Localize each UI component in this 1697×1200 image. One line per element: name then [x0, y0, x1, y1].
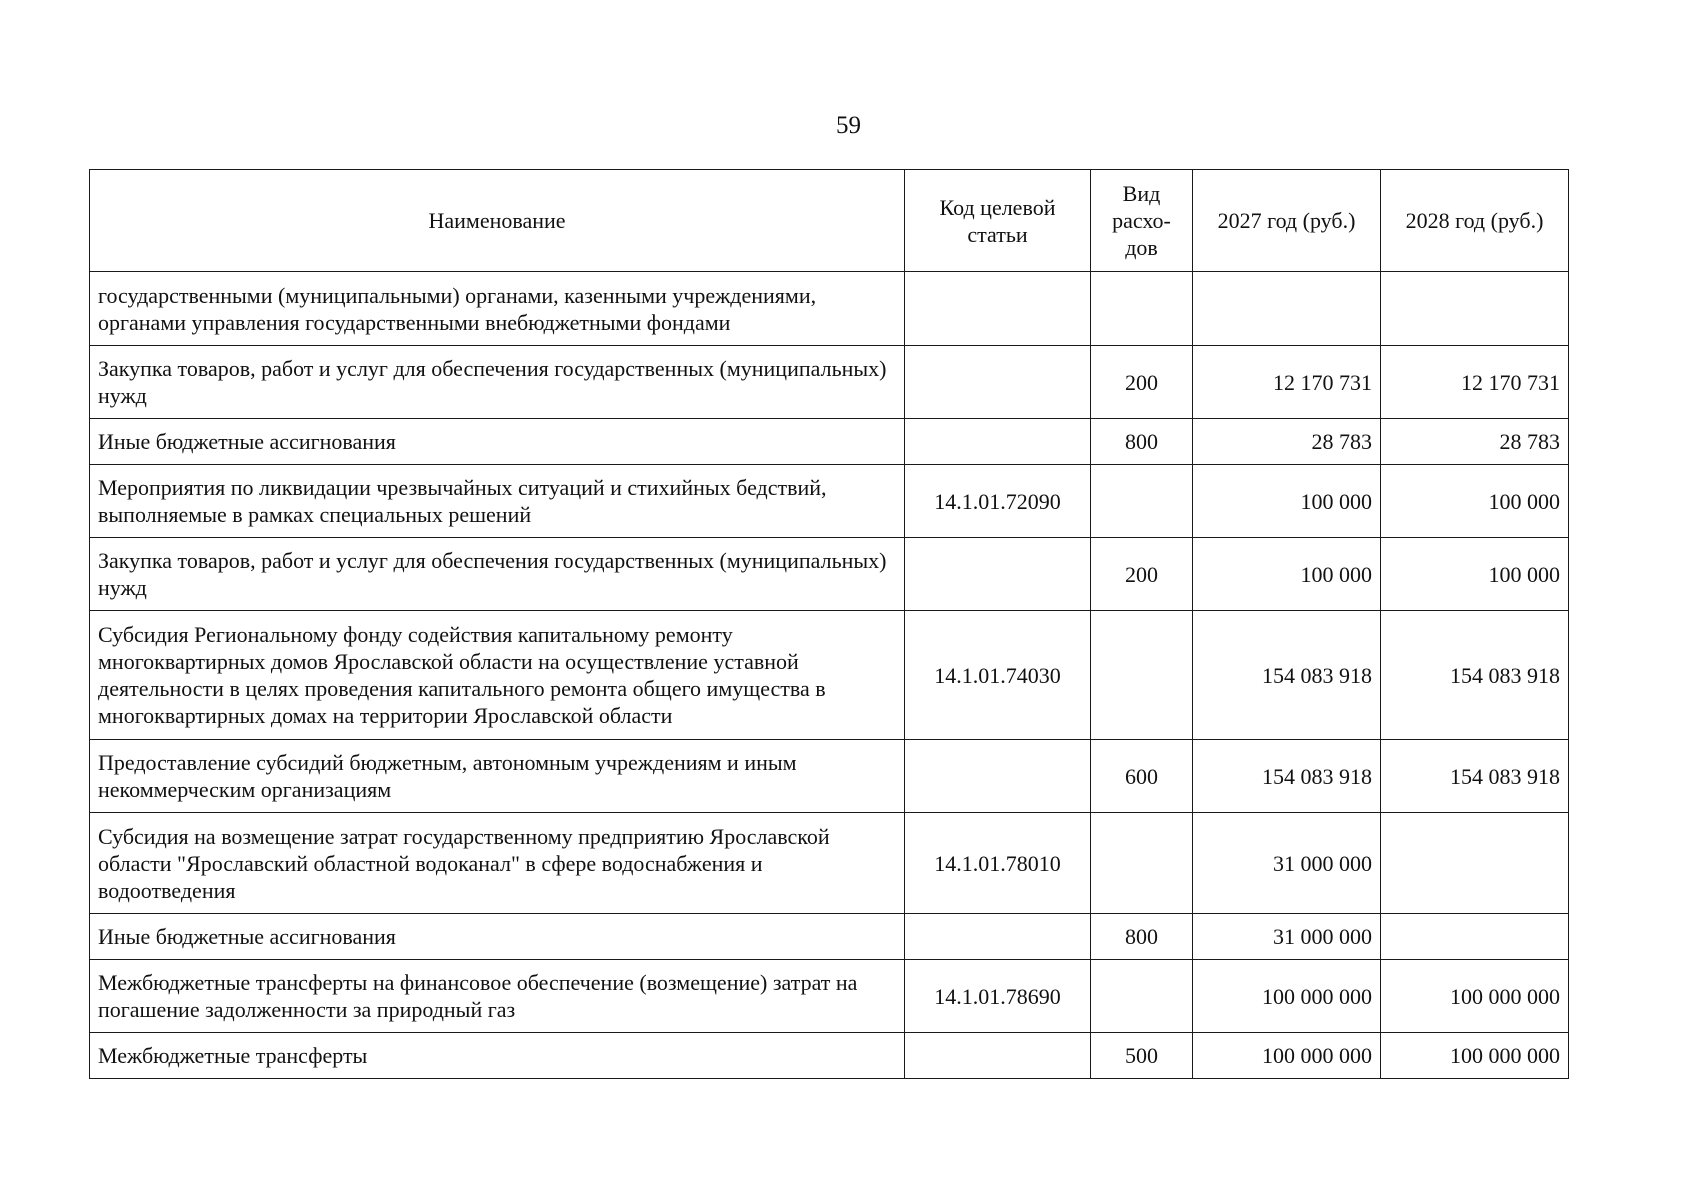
row-kind: 200: [1091, 346, 1193, 419]
row-2028: [1381, 813, 1569, 914]
row-2027: 28 783: [1193, 419, 1381, 465]
row-code: [905, 914, 1091, 960]
row-2028: 100 000: [1381, 538, 1569, 611]
row-kind: 500: [1091, 1033, 1193, 1079]
table-row: [90, 419, 1569, 465]
budget-table: [89, 169, 1569, 1079]
row-2028: 12 170 731: [1381, 346, 1569, 419]
header-kind: Вид расхо-дов: [1091, 170, 1193, 272]
row-kind: [1091, 272, 1193, 346]
header-row: [90, 170, 1569, 272]
table-row: [90, 465, 1569, 538]
row-name: Иные бюджетные ассигнования: [90, 419, 905, 465]
row-kind: 200: [1091, 538, 1193, 611]
row-2028: 100 000 000: [1381, 960, 1569, 1033]
row-name: Мероприятия по ликвидации чрезвычайных ситуаций и стихийных бедствий, выполняемые в рамках специальных решений: [90, 465, 905, 538]
header-name: Наименование: [90, 170, 905, 272]
row-2027: [1193, 272, 1381, 346]
table-row: [90, 346, 1569, 419]
row-kind: 800: [1091, 914, 1193, 960]
row-kind: [1091, 960, 1193, 1033]
row-code: [905, 272, 1091, 346]
row-kind: 800: [1091, 419, 1193, 465]
row-2027: 100 000: [1193, 538, 1381, 611]
row-2028: 154 083 918: [1381, 740, 1569, 813]
table-row: [90, 813, 1569, 914]
header-2028: 2028 год (руб.): [1381, 170, 1569, 272]
row-name: государственными (муниципальными) органами, казенными учреждениями, органами управления государственными внебюджетными фондами: [90, 272, 905, 346]
row-name: Межбюджетные трансферты: [90, 1033, 905, 1079]
row-kind: [1091, 465, 1193, 538]
row-2027: 31 000 000: [1193, 914, 1381, 960]
row-name: Иные бюджетные ассигнования: [90, 914, 905, 960]
row-name: Субсидия на возмещение затрат государственному предприятию Ярославской области "Ярославский областной водоканал" в сфере водоснабжения и водоотведения: [90, 813, 905, 914]
row-2028: 28 783: [1381, 419, 1569, 465]
row-2027: 12 170 731: [1193, 346, 1381, 419]
row-2028: [1381, 914, 1569, 960]
page-number: 59: [836, 112, 861, 139]
row-code: [905, 1033, 1091, 1079]
row-name: Закупка товаров, работ и услуг для обеспечения государственных (муниципальных) нужд: [90, 346, 905, 419]
row-kind: [1091, 813, 1193, 914]
row-2028: 100 000: [1381, 465, 1569, 538]
row-code: 14.1.01.78690: [905, 960, 1091, 1033]
row-name: Межбюджетные трансферты на финансовое обеспечение (возмещение) затрат на погашение задолженности за природный газ: [90, 960, 905, 1033]
table-row: [90, 740, 1569, 813]
row-code: 14.1.01.78010: [905, 813, 1091, 914]
row-2028: 100 000 000: [1381, 1033, 1569, 1079]
table-row: [90, 1033, 1569, 1079]
table-row: [90, 272, 1569, 346]
row-2028: 154 083 918: [1381, 611, 1569, 740]
row-code: [905, 740, 1091, 813]
row-kind: 600: [1091, 740, 1193, 813]
header-2027: 2027 год (руб.): [1193, 170, 1381, 272]
row-2027: 100 000: [1193, 465, 1381, 538]
row-2028: [1381, 272, 1569, 346]
row-2027: 31 000 000: [1193, 813, 1381, 914]
row-code: [905, 419, 1091, 465]
table-row: [90, 611, 1569, 740]
row-name: Закупка товаров, работ и услуг для обеспечения государственных (муниципальных) нужд: [90, 538, 905, 611]
row-code: 14.1.01.72090: [905, 465, 1091, 538]
row-2027: 154 083 918: [1193, 740, 1381, 813]
row-name: Субсидия Региональному фонду содействия капитальному ремонту многоквартирных домов Ярославской области на осуществление уставной деятельности в целях проведения капитального ремонта общего имущества в многоквартирных домах на территории Ярославской области: [90, 611, 905, 740]
table-row: [90, 538, 1569, 611]
row-2027: 154 083 918: [1193, 611, 1381, 740]
row-kind: [1091, 611, 1193, 740]
row-code: 14.1.01.74030: [905, 611, 1091, 740]
row-2027: 100 000 000: [1193, 1033, 1381, 1079]
row-2027: 100 000 000: [1193, 960, 1381, 1033]
row-code: [905, 538, 1091, 611]
table-row: [90, 960, 1569, 1033]
row-code: [905, 346, 1091, 419]
header-code: Код целевой статьи: [905, 170, 1091, 272]
table-row: [90, 914, 1569, 960]
row-name: Предоставление субсидий бюджетным, автономным учреждениям и иным некоммерческим организациям: [90, 740, 905, 813]
